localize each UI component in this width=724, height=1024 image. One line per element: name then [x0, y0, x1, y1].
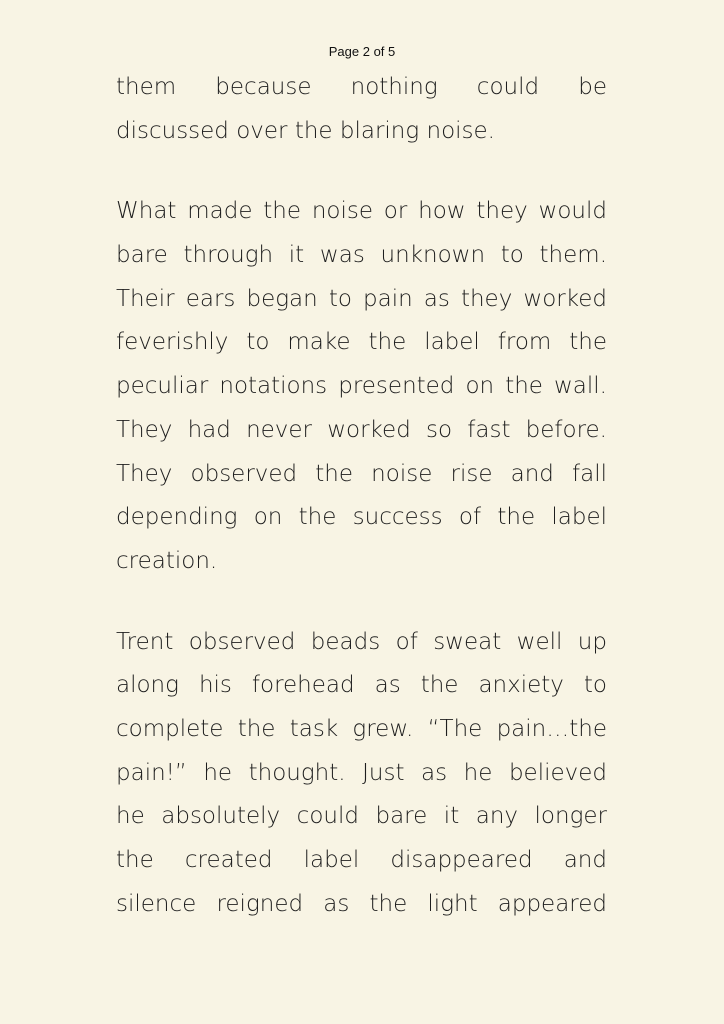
text-line: What made the noise or how they would	[116, 198, 607, 225]
text-line: complete the task grew. “The pain…the	[116, 715, 607, 742]
text-line: They observed the noise rise and fall	[116, 460, 607, 487]
text-line: feverishly to make the label from the	[116, 329, 607, 356]
text-line: creation.	[116, 547, 218, 574]
text-line: the created label disappeared and	[116, 847, 607, 873]
text-line: pain!” he thought. Just as he believed	[116, 759, 607, 786]
text-line: them because nothing could be	[116, 74, 607, 100]
text-line: along his forehead as the anxiety to	[116, 672, 607, 699]
text-line: he absolutely could bare it any longer	[116, 803, 607, 830]
text-line: bare through it was unknown to them.	[116, 242, 607, 269]
text-line: peculiar notations presented on the wall.	[116, 373, 607, 400]
text-line: discussed over the blaring noise.	[116, 117, 495, 144]
page-text-body	[116, 66, 607, 926]
text-line: Their ears began to pain as they worked	[116, 285, 607, 312]
text-line: Trent observed beads of sweat well up	[116, 628, 607, 655]
paragraph	[116, 621, 607, 927]
page-number-indicator: Page 2 of 5	[328, 44, 396, 59]
text-line: silence reigned as the light appeared	[116, 890, 607, 917]
text-line: They had never worked so fast before.	[116, 416, 607, 443]
paragraph	[116, 190, 607, 583]
text-line: depending on the success of the label	[116, 504, 607, 531]
paragraph	[116, 66, 607, 153]
